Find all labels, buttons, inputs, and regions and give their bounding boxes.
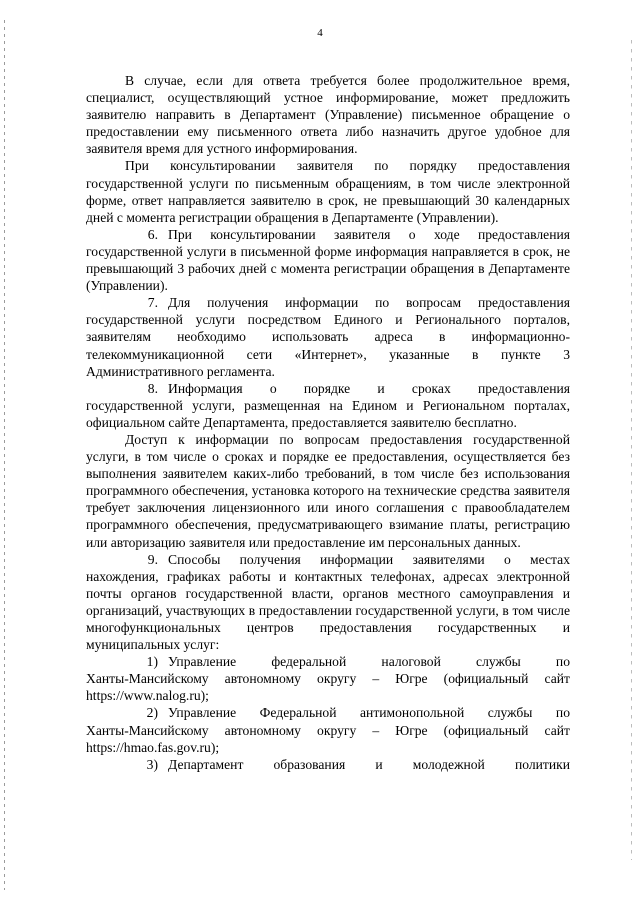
- subitem-2-first: Управление Федеральной антимонопольной службы по: [168, 705, 570, 721]
- page-number: 4: [317, 27, 323, 39]
- document-body: [86, 72, 570, 773]
- subitem-1-first-line: [86, 653, 570, 670]
- item-6-rest: государственной услуги в письменной форме информация направляется в срок, не превышающий 3 рабочих дней с момента регистрации обращения в Департаменте (Управлении).: [86, 243, 570, 294]
- item-7-rest: государственной услуги посредством Единого и Регионального порталов, заявителям необходимо использовать адреса в информационно-телекоммуникационной сети «Интернет», указанные в пункте 3 Административного регламента.: [86, 312, 570, 379]
- paragraph-access: Доступ к информации по вопросам предоставления государственной услуги, в том числе о сроках и порядке ее предоставления, осуществляется без выполнения заявителем каких-либо требований, в том числе без использования программного обеспечения, установка которого на технические средства заявителя требует заключения лицензионного или иного соглашения с правообладателем программного обеспечения, предусматривающего взимание платы, регистрацию или авторизацию заявителя или предоставление им персональных данных.: [86, 431, 570, 550]
- scan-margin-dots-right: [631, 40, 632, 860]
- subitem-3-number: 3): [146, 756, 158, 772]
- subitem-2-first-line: [86, 704, 570, 721]
- item-8-number: 8.: [147, 380, 158, 396]
- item-9-number: 9.: [147, 551, 158, 567]
- subitem-2-rest: Ханты-Мансийскому автономному округу – Югре (официальный сайт https://hmao.fas.gov.ru);: [86, 722, 570, 755]
- subitem-1-number: 1): [146, 654, 158, 670]
- item-7-first-line: [86, 294, 570, 311]
- scan-margin-dots-left: [4, 20, 5, 890]
- subitem-3-first: Департамент образования и молодежной политики: [168, 756, 570, 772]
- item-7-number: 7.: [147, 295, 158, 311]
- subitem-1-first: Управление федеральной налоговой службы по: [168, 654, 570, 670]
- subitem-1-rest: Ханты-Мансийскому автономному округу – Югре (официальный сайт https://www.nalog.ru);: [86, 671, 570, 704]
- item-7-first: Для получения информации по вопросам предоставления: [168, 295, 570, 311]
- item-6-first: При консультировании заявителя о ходе предоставления: [168, 226, 570, 242]
- paragraph-written-consult: При консультировании заявителя по порядку предоставления государственной услуги по письменным обращениям, в том числе электронной форме, ответ направляется заявителю в срок, не превышающий 30 календарных дней с момента регистрации обращения в Департаменте (Управлении).: [86, 158, 570, 225]
- subitem-2-number: 2): [146, 705, 158, 721]
- item-8-first: Информация о порядке и сроках предоставления: [168, 380, 570, 396]
- item-8-rest: государственной услуги, размещенная на Едином и Региональном порталах, официальном сайте Департамента, предоставляется заявителю бесплатно.: [86, 397, 570, 430]
- item-6-number: 6.: [147, 226, 158, 242]
- item-8-first-line: [86, 380, 570, 397]
- item-6-first-line: [86, 226, 570, 243]
- paragraph-oral-info: В случае, если для ответа требуется более продолжительное время, специалист, осуществляющий устное информирование, может предложить заявителю направить в Департамент (Управление) письменное обращение о предоставлении ему письменного ответа либо назначить другое удобное для заявителя время для устного информирования.: [86, 73, 570, 157]
- item-9-first: Способы получения информации заявителями о местах: [168, 551, 570, 567]
- item-9-rest: нахождения, графиках работы и контактных телефонах, адресах электронной почты органов государственной власти, органов местного самоуправления и организаций, участвующих в предоставлении государственной услуги, в том числе многофункциональных центров предоставления государственных и муниципальных услуг:: [86, 568, 570, 653]
- item-9-first-line: [86, 551, 570, 568]
- subitem-3-first-line: [86, 756, 570, 773]
